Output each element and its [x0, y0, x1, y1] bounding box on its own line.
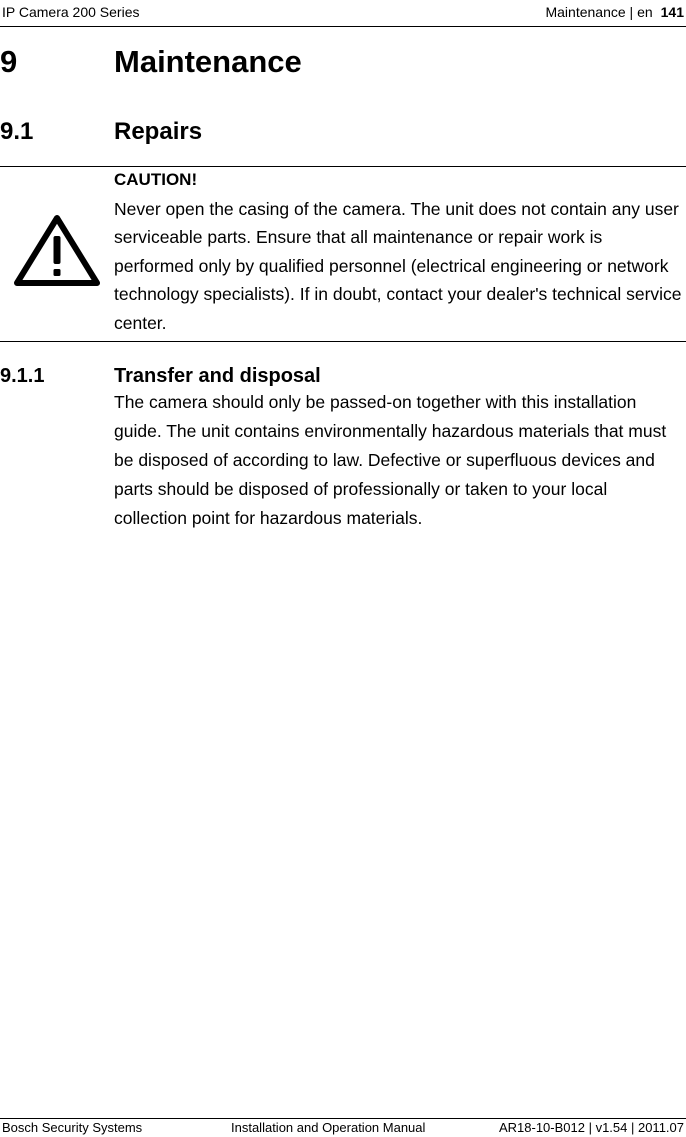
warning-triangle-icon [12, 211, 102, 289]
running-header [0, 0, 686, 27]
page-number: 141 [660, 4, 684, 20]
header-product-name: IP Camera 200 Series [2, 4, 140, 20]
header-chapter-language: Maintenance | en [545, 4, 653, 20]
subsection-title: Transfer and disposal [114, 365, 321, 387]
header-chapter-info [545, 0, 684, 24]
footer-document-version: AR18-10-B012 | v1.54 | 2011.07 [498, 1120, 684, 1135]
chapter-title: Maintenance [114, 44, 302, 79]
caution-notice [0, 166, 686, 342]
subsection-number: 9.1.1 [0, 365, 45, 387]
footer-document-title: Installation and Operation Manual [231, 1120, 426, 1135]
footer-company: Bosch Security Systems [2, 1120, 143, 1135]
caution-text: Never open the casing of the camera. The unit does not contain any user serviceable parts. Ensure that all maintenance or repair work is performed only by qualified personnel (electrical engineering or network technology specialists). If in doubt, contact your dealer's technical service center. [114, 199, 682, 333]
chapter-number: 9 [0, 44, 18, 79]
section-title: Repairs [114, 118, 203, 145]
section-number: 9.1 [0, 118, 34, 145]
running-footer [0, 1118, 686, 1137]
subsection-body-text: The camera should only be passed-on together with this installation guide. The unit contains environmentally hazardous materials that must be disposed of according to law. Defective or superfluous devices and parts should be disposed of professionally or taken to your local collection point for hazardous materials. [114, 392, 667, 528]
caution-heading: CAUTION! [114, 170, 198, 189]
